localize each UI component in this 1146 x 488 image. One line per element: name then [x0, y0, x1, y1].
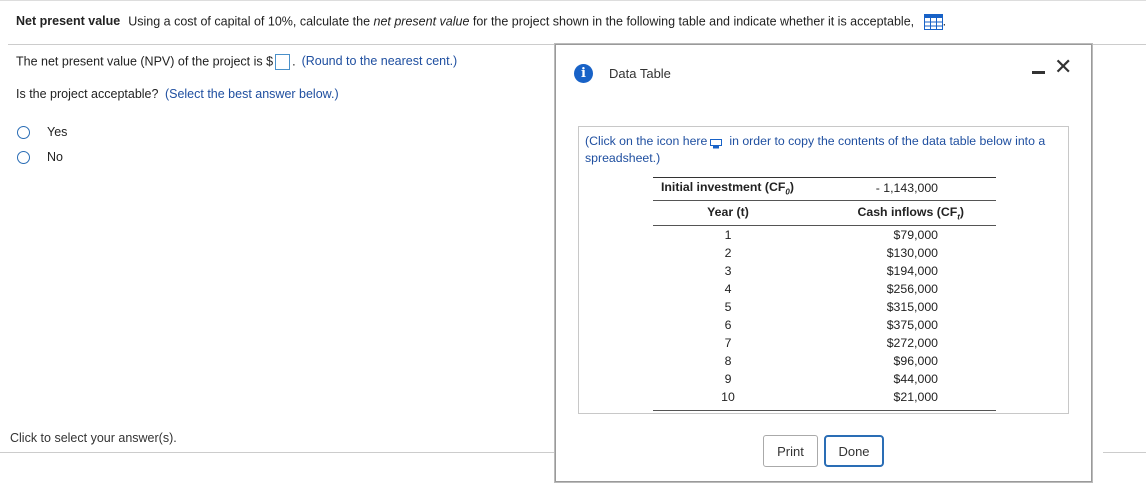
table-row [653, 246, 996, 264]
table-body [653, 226, 996, 408]
year-cell: 7 [724, 336, 732, 350]
acceptable-question-text: Is the project acceptable? [16, 87, 159, 101]
initial-investment-value: - 1,143,000 [875, 181, 938, 195]
year-cell: 1 [724, 228, 732, 242]
cash-cell: $21,000 [893, 390, 938, 404]
year-cell: 2 [724, 246, 732, 260]
prompt-text-italic: net present value [373, 14, 470, 29]
table-row [653, 282, 996, 300]
year-cell: 6 [724, 318, 732, 332]
table-row [653, 372, 996, 390]
option-yes-label: Yes [47, 125, 68, 139]
table-row [653, 390, 996, 408]
data-table-dialog [555, 44, 1092, 482]
copy-icon[interactable] [710, 137, 722, 147]
year-cell: 9 [724, 372, 732, 386]
npv-hint: (Round to the nearest cent.) [301, 54, 458, 69]
npv-answer-input[interactable] [275, 54, 290, 70]
initial-investment-label: Initial investment $(CF_0)$ [661, 180, 794, 197]
year-cell: 10 [721, 390, 735, 404]
info-icon: i [574, 64, 593, 83]
footer-instruction: Click to select your answer(s). [10, 431, 177, 445]
acceptable-hint: (Select the best answer below.) [164, 87, 339, 101]
option-no[interactable] [17, 150, 63, 164]
cash-cell: $315,000 [886, 300, 938, 314]
table-row [653, 228, 996, 246]
radio-yes[interactable] [17, 126, 30, 139]
npv-after-box: . [292, 54, 296, 69]
cash-cell: $130,000 [886, 246, 938, 260]
year-cell: 4 [724, 282, 732, 296]
dialog-title-bar [574, 64, 671, 83]
npv-question-text: The net present value (NPV) of the project is $ [16, 54, 274, 69]
table-bottom-rule [653, 410, 996, 411]
cash-flow-table [653, 177, 996, 411]
cash-column-header: Cash inflows $(CF_t)$ [857, 205, 964, 222]
top-border [0, 0, 1146, 1]
cash-cell: $272,000 [886, 336, 938, 350]
cash-cell: $194,000 [886, 264, 938, 278]
initial-investment-row [653, 178, 996, 200]
minimize-button[interactable] [1032, 60, 1046, 76]
footer-divider-left [0, 452, 560, 453]
year-cell: 8 [724, 354, 732, 368]
table-header-row [653, 201, 996, 225]
option-no-label: No [47, 150, 63, 164]
table-row [653, 354, 996, 372]
cash-cell: $79,000 [893, 228, 938, 242]
year-column-header: Year (t) [707, 205, 749, 219]
copy-note-post: in order to copy the contents of the data table below into a spreadsheet.) [585, 134, 1046, 165]
header-period: . [942, 14, 947, 29]
print-button[interactable]: Print [763, 435, 818, 467]
cash-cell: $44,000 [893, 372, 938, 386]
copy-note [585, 133, 1055, 167]
cash-cell: $256,000 [886, 282, 938, 296]
year-cell: 3 [724, 264, 732, 278]
close-icon[interactable]: ✕ [1054, 55, 1073, 80]
prompt-text-pre: Using a cost of capital of 10%, calculate the [128, 14, 374, 29]
npv-question [16, 54, 457, 70]
option-yes[interactable] [17, 125, 67, 139]
table-row [653, 264, 996, 282]
footer-divider-right [1103, 452, 1146, 453]
data-table-icon[interactable] [924, 14, 943, 30]
done-button[interactable]: Done [824, 435, 884, 467]
data-table-panel [578, 126, 1069, 414]
year-cell: 5 [724, 300, 732, 314]
table-row [653, 300, 996, 318]
acceptable-question [16, 87, 339, 101]
cash-cell: $96,000 [893, 354, 938, 368]
question-title: Net present value [16, 14, 121, 29]
cash-cell: $375,000 [886, 318, 938, 332]
radio-no[interactable] [17, 151, 30, 164]
copy-note-pre: (Click on the icon here [585, 134, 708, 148]
dialog-title: Data Table [609, 66, 671, 81]
prompt-text-post: for the project shown in the following table and indicate whether it is acceptable, [469, 14, 915, 29]
question-header [16, 14, 946, 30]
table-row [653, 318, 996, 336]
table-row [653, 336, 996, 354]
